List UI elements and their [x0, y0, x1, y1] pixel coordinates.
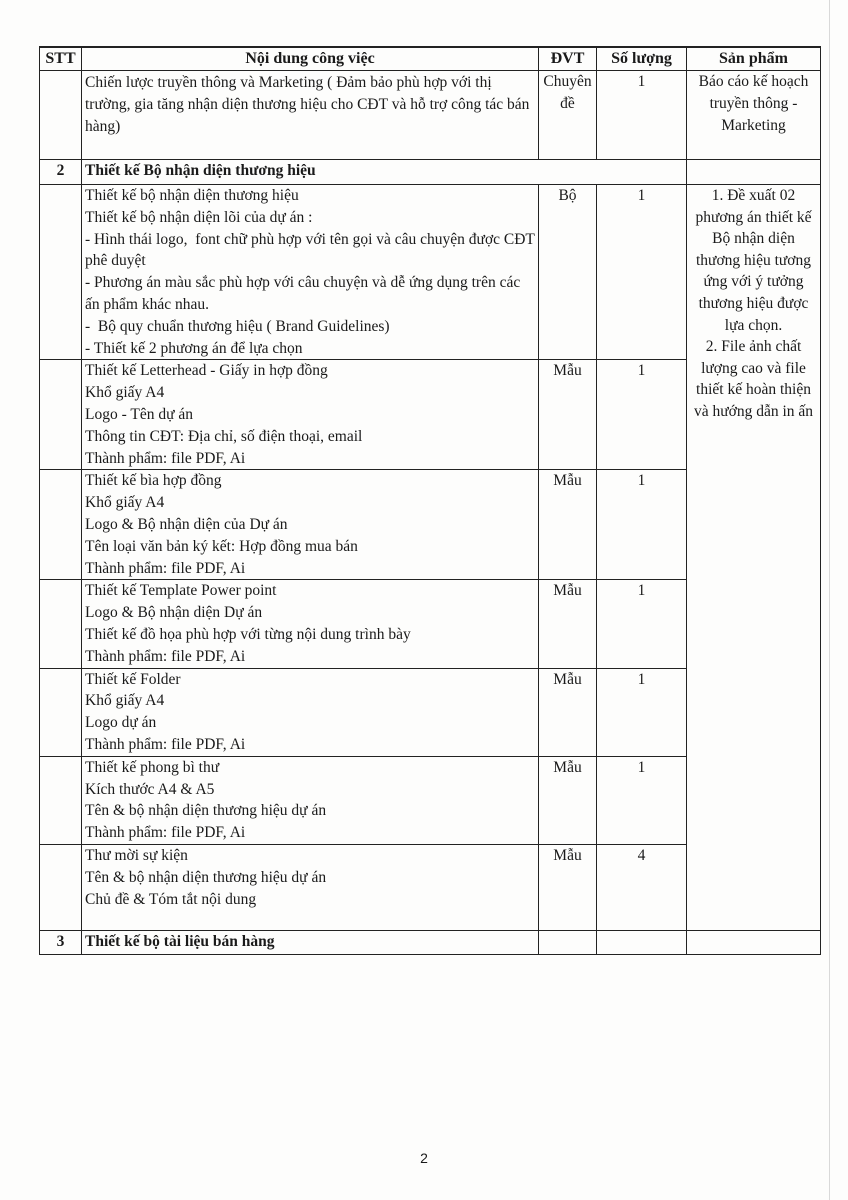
content-line: Thiết kế bộ nhận diện thương hiệu	[85, 187, 299, 204]
content-line: - Hình thái logo, font chữ phù hợp với tên gọi và câu chuyện được CĐT phê duyệt	[85, 230, 539, 270]
quantity-cell: 4	[597, 844, 687, 930]
unit-cell: Mẫu	[539, 580, 597, 668]
content-cell	[82, 360, 539, 470]
content-line: Khổ giấy A4	[85, 494, 165, 512]
content-cell	[82, 844, 539, 930]
content-cell	[82, 185, 539, 360]
quantity-cell	[597, 930, 687, 954]
product-cell: Báo cáo kế hoạch truyền thông - Marketing	[687, 71, 821, 160]
unit-cell: Mẫu	[539, 470, 597, 580]
section-title: Thiết kế bộ tài liệu bán hàng	[82, 930, 539, 954]
content-line: Thành phẩm: file PDF, Ai	[85, 559, 246, 577]
content-line: Thiết kế phong bì thư	[85, 758, 220, 776]
section-product-cell	[687, 160, 821, 185]
content-cell: Chiến lược truyền thông và Marketing ( Đảm bảo phù hợp với thị trường, gia tăng nhận diện thương hiệu cho CĐT và hỗ trợ công tác bán hàng)	[82, 71, 539, 160]
content-cell	[82, 470, 539, 580]
stt-cell	[40, 470, 82, 580]
content-line: Thư mời sự kiện	[85, 846, 188, 864]
content-line: Kích thước A4 & A5	[85, 780, 215, 798]
quantity-cell: 1	[597, 185, 687, 360]
content-line: Chủ đề & Tóm tắt nội dung	[85, 890, 257, 908]
table-header-row	[40, 47, 821, 71]
quantity-cell: 1	[597, 756, 687, 844]
product-cell: 1. Đề xuất 02 phương án thiết kế Bộ nhận diện thương hiệu tương ứng với ý tưởng thương hiệu được lựa chọn. 2. File ảnh chất lượng cao và file thiết kế hoàn thiện và hướng dẫn in ấn	[687, 185, 821, 931]
stt-cell	[40, 71, 82, 160]
content-line: Thông tin CĐT: Địa chỉ, số điện thoại, email	[85, 427, 363, 445]
content-line: Tên & bộ nhận diện thương hiệu dự án	[85, 802, 327, 820]
page-edge	[829, 0, 830, 1200]
section-number: 2	[40, 160, 82, 185]
section-row	[40, 930, 821, 954]
quantity-cell: 1	[597, 668, 687, 756]
content-line: Logo dự án	[85, 714, 157, 732]
quantity-cell: 1	[597, 580, 687, 668]
stt-cell	[40, 668, 82, 756]
unit-cell: Bộ	[539, 185, 597, 360]
table-row	[40, 185, 821, 360]
quantity-cell: 1	[597, 71, 687, 160]
stt-cell	[40, 756, 82, 844]
unit-cell: Mẫu	[539, 668, 597, 756]
content-line: Thành phẩm: file PDF, Ai	[85, 647, 246, 665]
content-line: Tên & bộ nhận diện thương hiệu dự án	[85, 868, 327, 886]
header-product: Sản phẩm	[687, 47, 821, 71]
page-number: 2	[420, 1150, 428, 1166]
content-line: - Thiết kế 2 phương án để lựa chọn	[85, 339, 303, 357]
header-quantity: Số lượng	[597, 47, 687, 71]
content-line: Thiết kế Template Power point	[85, 582, 277, 600]
unit-cell: Mẫu	[539, 844, 597, 930]
content-line: Khổ giấy A4	[85, 384, 165, 402]
content-line: Thiết kế Letterhead - Giấy in hợp đồng	[85, 362, 328, 380]
content-line: Thành phẩm: file PDF, Ai	[85, 735, 246, 753]
header-stt: STT	[40, 47, 82, 71]
stt-cell	[40, 185, 82, 360]
content-cell	[82, 756, 539, 844]
unit-cell	[539, 930, 597, 954]
stt-cell	[40, 844, 82, 930]
content-line: Logo & Bộ nhận diện Dự án	[85, 604, 263, 622]
content-line: Khổ giấy A4	[85, 692, 165, 710]
work-table	[39, 46, 821, 955]
stt-cell	[40, 580, 82, 668]
section-number: 3	[40, 930, 82, 954]
content-line: Tên loại văn bản ký kết: Hợp đồng mua bán	[85, 537, 358, 555]
content-line: Thành phẩm: file PDF, Ai	[85, 824, 246, 842]
section-title: Thiết kế Bộ nhận diện thương hiệu	[82, 160, 687, 185]
content-cell	[82, 668, 539, 756]
quantity-cell: 1	[597, 360, 687, 470]
content-line: Thiết kế đồ họa phù hợp với từng nội dung trình bày	[85, 625, 411, 643]
content-line: Thành phẩm: file PDF, Ai	[85, 449, 246, 467]
content-line: Thiết kế bìa hợp đồng	[85, 472, 222, 490]
content-cell	[82, 580, 539, 668]
header-unit: ĐVT	[539, 47, 597, 71]
section-row	[40, 160, 821, 185]
content-line: - Bộ quy chuẩn thương hiệu ( Brand Guidelines)	[85, 317, 390, 335]
stt-cell	[40, 360, 82, 470]
content-line: - Phương án màu sắc phù hợp với câu chuyện và dễ ứng dụng trên các ấn phẩm khác nhau.	[85, 274, 525, 313]
content-line: Thiết kế bộ nhận diện lõi của dự án :	[85, 208, 313, 226]
header-content: Nội dung công việc	[82, 47, 539, 71]
unit-cell: Mẫu	[539, 756, 597, 844]
content-line: Logo - Tên dự án	[85, 405, 193, 423]
content-line: Thiết kế Folder	[85, 670, 181, 688]
unit-cell: Mẫu	[539, 360, 597, 470]
unit-cell: Chuyên đề	[539, 71, 597, 160]
table-row	[40, 71, 821, 160]
product-cell	[687, 930, 821, 954]
quantity-cell: 1	[597, 470, 687, 580]
content-line: Logo & Bộ nhận diện của Dự án	[85, 515, 288, 533]
